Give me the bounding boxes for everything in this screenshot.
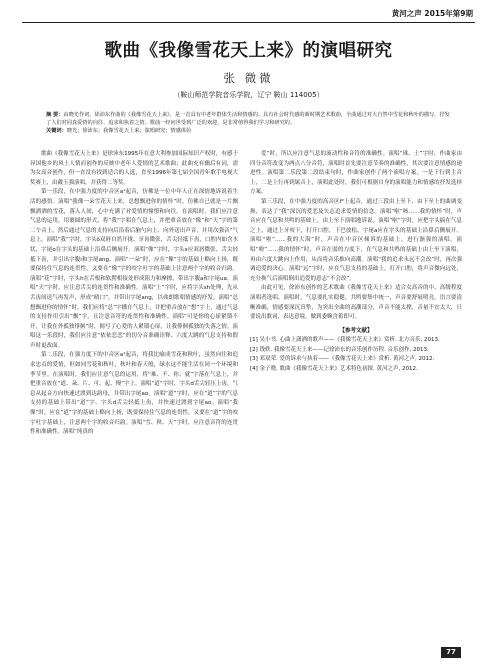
author-name: 张 微微 [223,71,274,85]
keywords-label: 关键词： [46,127,67,134]
abstract-label: 摘 要： [46,112,64,118]
reference-item: [3] 邓双荣. 爱的诉求与执着——《我像雪花天上来》赏析. 黄河之声, 2012. [250,356,435,363]
abstract-text: 由晓光作词、徐沛东作曲的《我像雪花天上来》，是一首具有中老年群体生活和情感的、具有社会时代感的新时期艺术歌曲，全曲通过对大自然中雪花和秋叶的描写，抒发了人们对同真爱情的向往、追求和执着之情。歌曲一经问世受到广泛的欢迎，是非常值得我们学习和研究的。 [46,112,450,126]
body-paragraph: 由此可见，徐沛东创作的艺术歌曲《我像雪花天上来》适合女高音的中、高级程度演唱者选唱。演唱时，气息要扎实稳健，共鸣要集中统一，声音要舒展明亮，语言要清晰准确，情感要深沉真挚，为突出全曲的高潮部分，声音不能太撑，音量不宜太大，只要说出歌词，表达意境，做到委婉含蓄即可。 [250,285,462,321]
abstract-block [46,112,452,135]
article-title: 歌曲《我像雪花天上来》的演唱研究 [104,41,393,61]
body-paragraph: 第一乐段，在中强力度的中音区a¹起音，仿佛是一位中年人正在深情地诉说着生活的感悟。演唱“我像一朵雪花天上来，总想飘进你的情怀”时，仿佛自己就是一片飘飘洒洒的雪花，落入人间，心中充满了对爱情的憧憬和向往。在演唱时，我们应注意气息的运用，用裹圆的形式，将“我”字唱在气息上，并把重音放在“像”和“天”字的第二个音上，然后通过气息的支持向后沿着后脑勺向上、向外送出声音，并用次强音“气息上，演唱“我”字时，字头ǒ双唇自然开拢、牙齿微张、舌尖轻抵下齿，口腔内如含水状，字尾o在字头的基础上沿鼻后侧展开。演唱“像”字时，字头x应双唇微张、舌尖轻抵下齿，并引出字腹i和字尾ang。演唱“一朵”时，应在“像”字的基础上略向上扬，既要保持住气息的连贯性，又要在“像”字的咬字吐字的基础上注意两个字的收音归韵。演唱“花”字时，字头h在舌根和软腭相接处形成阻力和摩擦，带出字腹a和字尾ua。演唱“天”字时，应注意舌尖的连贯性和准确性。演唱“上”字时，应将字头sh处理，先从舌齿间送气再发声，形成“晴口”，并带出字尾ang，以弗朗歌唱情感的抒发。演唱“总想飘进你的情怀”时，我们应将“总”字播在气息上，并把重音放在“想”字上，通过气息的支持作用引出“飘”字，且注意音符的连贯性和准确性。演唱“可是你的心扉紧锁不开，让我在外孤独徘徊”时，揭写了心爱的人紧锁心扉，让我徘徊孤独的失落之情。演唱这一乐段时，我们应注意“依依恋恋”的切分音准确诠释、六度大跳的气息支持和假声时更改面。 [30,189,238,349]
page-number: 77 [441,647,461,658]
reference-item: [4] 金子晓. 歌曲《我像雪花天上来》艺术特色初探. 黄河之声, 2012. [250,366,418,373]
left-column [30,150,238,438]
header-rule [22,22,475,23]
references-heading: 【参考文献】 [339,327,373,334]
body-paragraph: 第二乐段，在强力度下的中音区a¹起音，将我比喻成雪花和秋叶，虽然向往和追求忠贞的爱情，但如同雪花和秋叶，秋叶和春天般，绿水这不能生活在同一个环境和季节里。在演唱时，我们应注意气息的运用，将“难、不、你、就”字落在气息上，并把重音放在“道、朵、片、可、起、慢”字上。演唱“道”字时，字头d舌尖轻压上齿，气息从起音方向快速过渡到达韵母，并带出字尾ao。演唱“道”字时，应在“道”字的气息支持的基础上带出“道”字，字头d舌尖轻抵上齿，并快速过渡到字尾ao。演唱“我像”时，应在“道”字的基础上略向上扬，既要保持住气息的连贯性，又要在“道”字的咬字吐字基础上，注意两个字的收音归韵。演唱“雪、秋、天”字时，应注意音符的连贯性和准确性。演唱“纯真的 [30,352,238,436]
reference-item: [1] 吴小书. 心曲上潇洒的歌声——《我像雪花天上来》赏析. 北方音乐, 2013. [250,337,440,344]
journal-header: 黄河之声 2015年第9期 [391,9,473,18]
author-affiliation: （鞍山师范学院音乐学院，辽宁 鞍山 114005） [173,91,324,99]
body-paragraph: 歌曲《我像雪花天上来》是徐沛东1995年在意大利参加国际知识产权时，有感于异国他乡的风土人情而创作的反映中老年人爱情的艺术歌曲；此曲充有幽后有词，需为女高音创作，但一直没有找到适合的人选，直至1996年第七届全国青年歌手电视大奖赛上，由戴玉强演唱，并获得二等奖。 [30,151,238,186]
body-paragraph: 爱”时，所以应注意气息的流动性和音符的准确性。演唱“珠、土”字时，作曲家由四分音符改变为两点八分音符，演唱时首先要注意节奏的准确性，其次要注意情感的递进性。演唱第二乐段第二段结束句时，作曲家创作了两个演唱方案，一是下行到主音上，二是上行再到属音上，演唱此处时，我们可根据自身的演唱能力和情感的抒发选择方案。 [250,151,462,196]
body-paragraph: 第三乐段，在中强力度的高音区f²上起音，通过三段由上至下、由下至上的曲调变换，表达了“我”深沉的爱恋及矢志追求爱情的信念。演唱“啦”咳……我的情怀”时，声音应在气息和共鸣的基础上，由上至下演唱地诉说。演唱“啦”字时，应把字头搞在气息之上，通过上牙咬下，打开口腔，下巴放松，字尾a应在字头的基础上沿鼻后侧展开。演唱“啦”……我的大海”时，声音在中音区倾诉的基础上，进行渐强的演唱。演唱“啦”……我的情怀”时，声音在弱的力度下，在气息和共鸣的基础上由上至下演唱，再由六度大跳向上作用，从而将音乐推向高潮。演唱“我的追求永远不会改”时，再次强调追爱的决心。演唱“远”字时，应在气息支持的基础上，打开口腔，将声音微向远处，充分换气后演唱倒出追爱的意志“不会改”。 [250,198,462,282]
right-column [250,150,462,375]
keywords-text: 晓光；徐沛东；我像雪花天上来；演唱研究；情感体验 [66,127,192,134]
reference-item: [2] 钱轶. 我像雪花天上来——记徐沛东的音乐创作历程. 音乐创作, 2013. [250,346,429,353]
